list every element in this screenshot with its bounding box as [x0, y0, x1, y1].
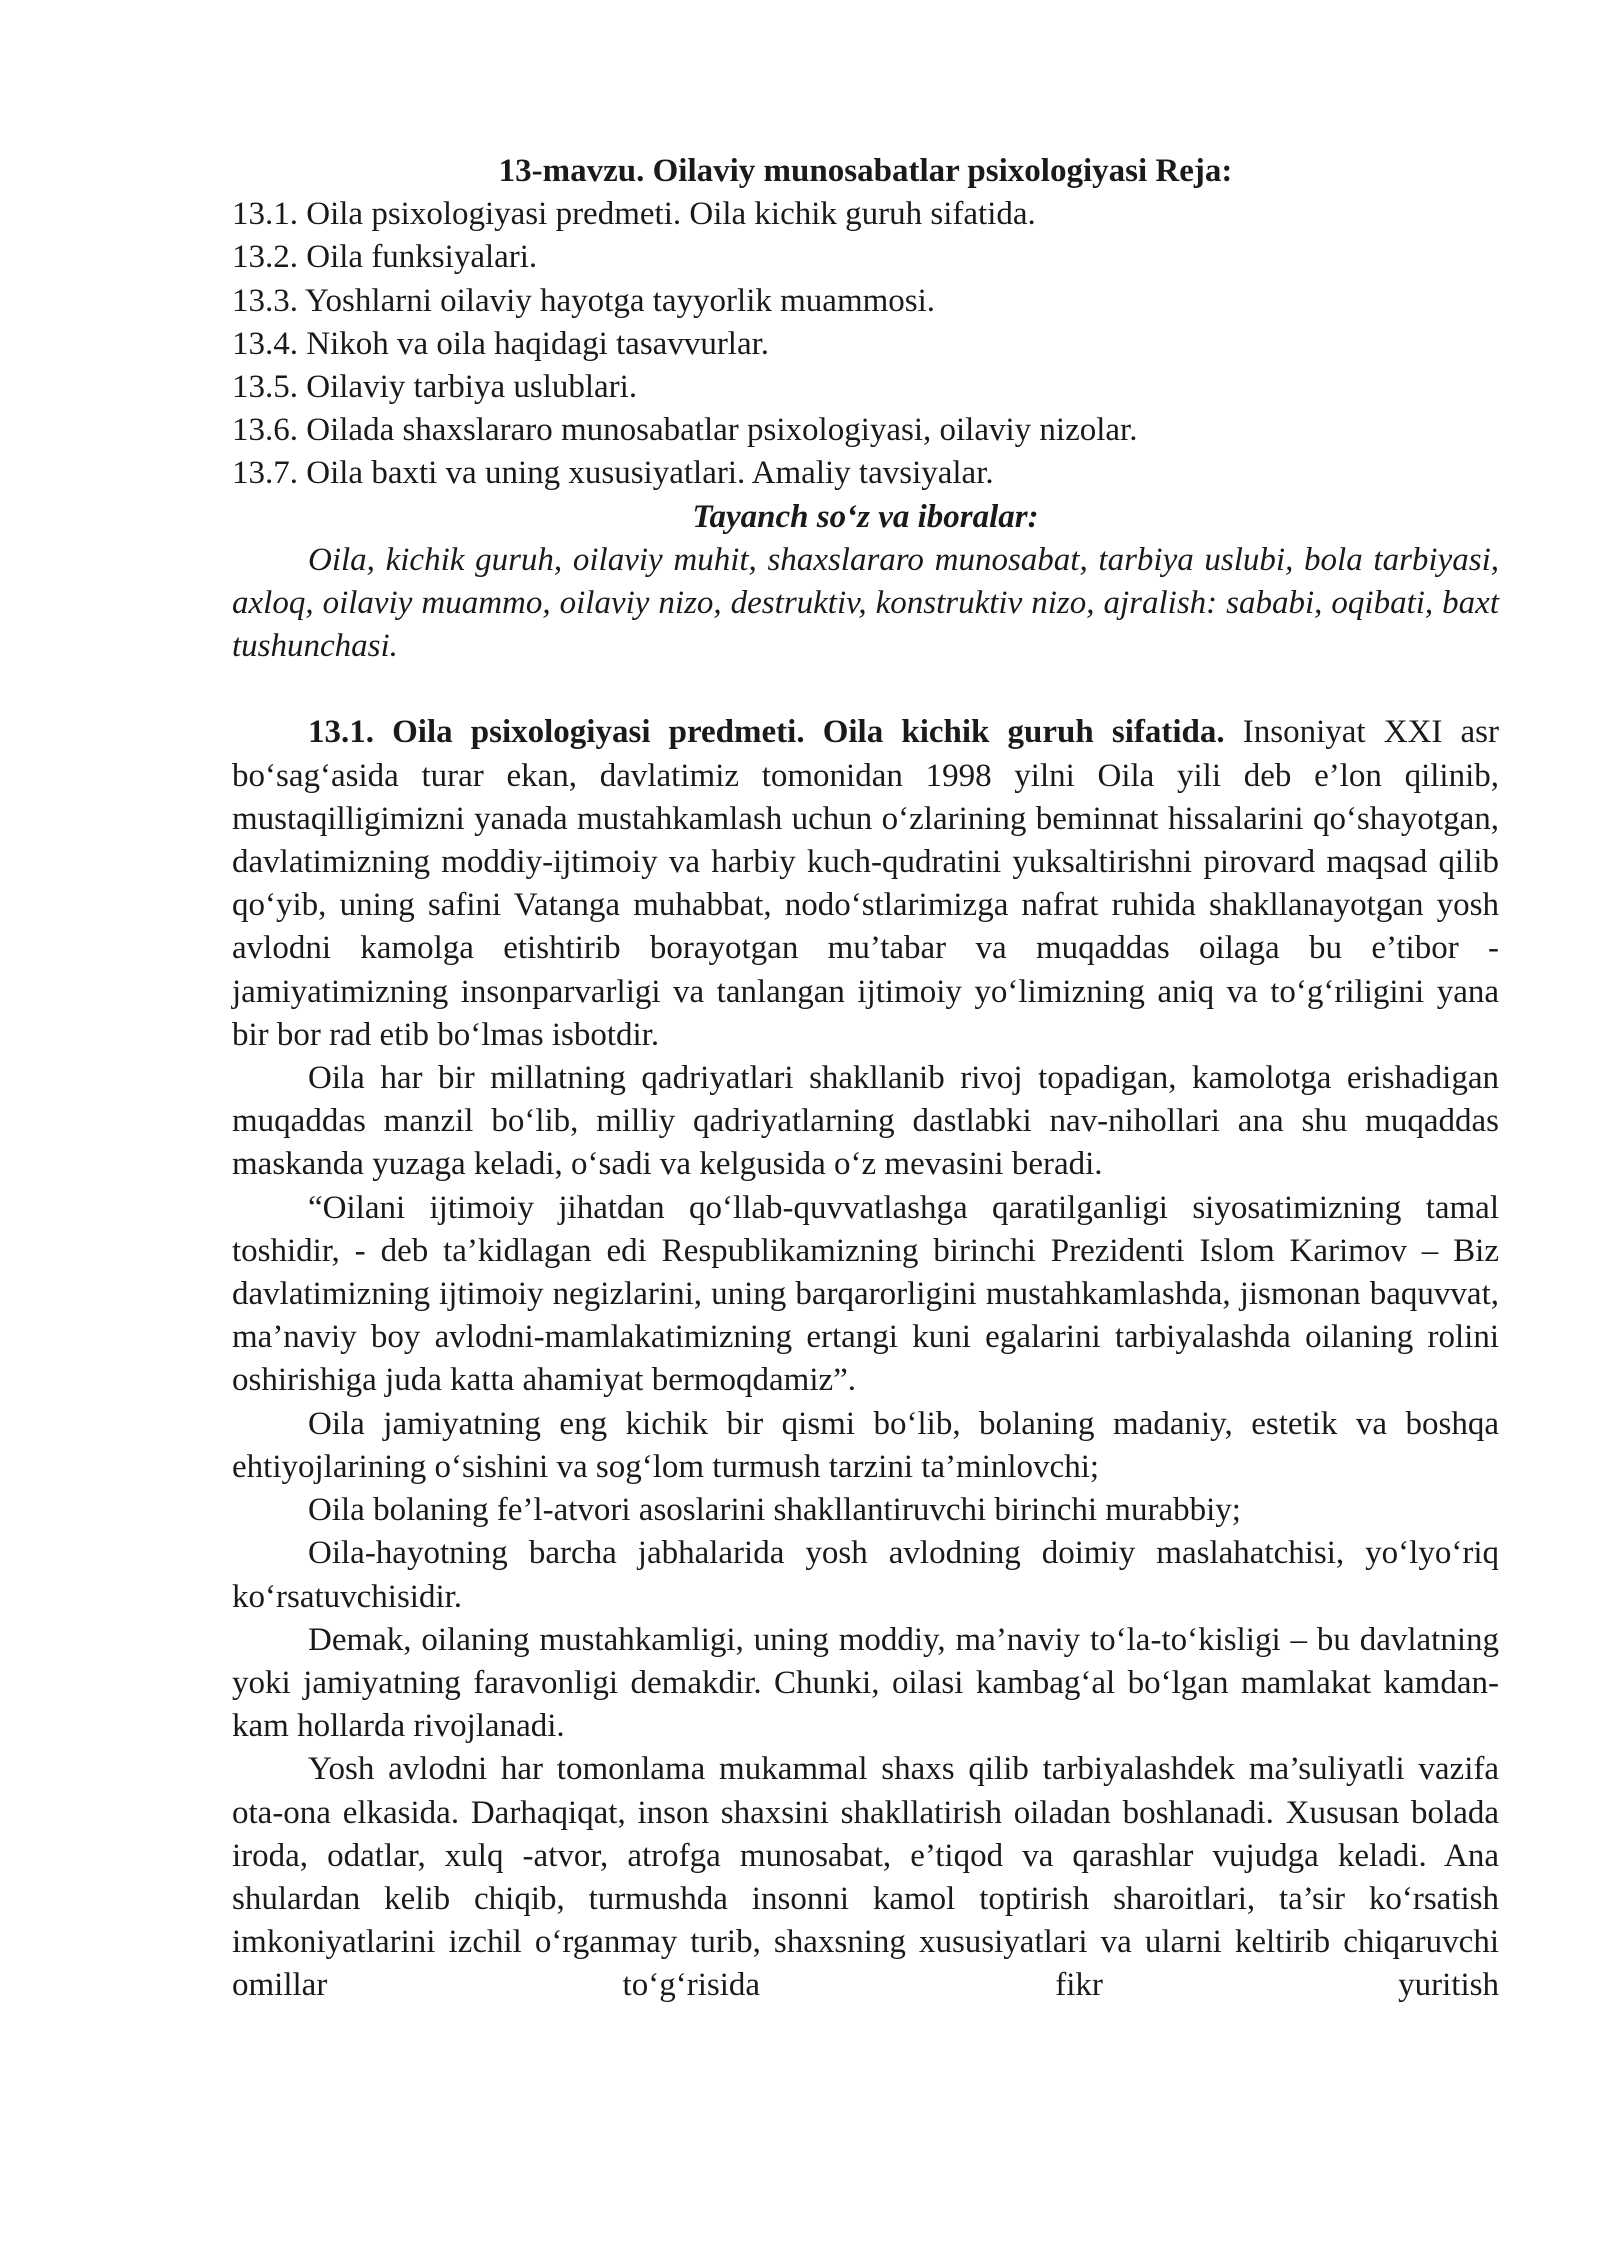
paragraph-5: Oila bolaning fe’l-atvori asoslarini shakllantiruvchi birinchi murabbiy; — [308, 1492, 1241, 1529]
plan-item-4: 13.4. Nikoh va oila haqidagi tasavvurlar. — [232, 325, 770, 362]
paragraph-2: Oila har bir millatning qadriyatlari shakllanib rivoj topadigan, kamolotga erishadigan muqaddas manzil bo‘lib, milliy qadriyatlarning dastlabki nav-nihollari ana shu muqaddas maskanda yuzaga keladi, o‘sadi va kelgusida o‘z mevasini beradi. — [232, 1060, 1499, 1183]
plan-item-5: 13.5. Oilaviy tarbiya uslublari. — [232, 369, 638, 406]
paragraph-3: “Oilani ijtimoiy jihatdan qo‘llab-quvvatlashga qaratilganligi siyosatimizning tamal toshidir, - deb ta’kidlagan edi Respublikamizning birinchi Prezidenti Islom Karimov – Biz davlatimizning ijtimoiy negizlarini, uning barqarorligini mustahkamlashda, jismonan baquvvat, ma’naviy boy avlodni-mamlakatimizning ertangi kuni egalarini tarbiyalashda oilaning rolini oshirishiga juda katta ahamiyat bermoqdamiz”. — [232, 1189, 1499, 1399]
paragraph-7: Demak, oilaning mustahkamligi, uning moddiy, ma’naviy to‘la-to‘kisligi – bu davlatning yoki jamiyatning faravonligi demakdir. Chunki, oilasi kambag‘al bo‘lgan mamlakat kamdan-kam hollarda rivojlanadi. — [232, 1621, 1499, 1745]
keywords-text: Oila, kichik guruh, oilaviy muhit, shaxslararo munosabat, tarbiya uslubi, bola tarbiyasi, axloq, oilaviy muammo, oilaviy nizo, destruktiv, konstruktiv nizo, ajralish: sababi, oqibati, baxt tushunchasi. — [232, 541, 1499, 665]
paragraph-6: Oila-hayotning barcha jabhalarida yosh avlodning doimiy maslahatchisi, yo‘lyo‘riq ko‘rsatuvchisidir. — [232, 1535, 1499, 1615]
paragraph-4: Oila jamiyatning eng kichik bir qismi bo‘lib, bolaning madaniy, estetik va boshqa ehtiyojlarining o‘sishini va sog‘lom turmush tarzini ta’minlovchi; — [232, 1405, 1499, 1485]
plan-list — [232, 193, 1499, 495]
section-heading: 13.1. Oila psixologiyasi predmeti. Oila kichik guruh sifatida. — [308, 714, 1225, 751]
plan-item-2: 13.2. Oila funksiyalari. — [232, 239, 538, 276]
plan-item-3: 13.3. Yoshlarni oilaviy hayotga tayyorlik muammosi. — [232, 282, 936, 319]
document-page — [232, 150, 1499, 2008]
paragraph-8: Yosh avlodni har tomonlama mukammal shaxs qilib tarbiyalashdek ma’suliyatli vazifa ota-ona elkasida. Darhaqiqat, inson shaxsini shakllatirish oiladan boshlanadi. Xususan bolada iroda, odatlar, xulq -atvor, atrofga munosabat, e’tiqod va qarashlar vujudga keladi. Ana shulardan kelib chiqib, turmushda insonni kamol toptirish sharoitlari, ta’sir ko‘rsatish imkoniyatlarini izchil o‘rganmay turib, shaxsning xususiyatlari va ularni keltirib chiqaruvchi omillar to‘g‘risida fikr yuritish — [232, 1751, 1499, 2004]
section-paragraph — [232, 711, 1499, 1057]
topic-title: 13-mavzu. Oilaviy munosabatlar psixologiyasi Reja: — [498, 153, 1233, 189]
plan-item-1: 13.1. Oila psixologiyasi predmeti. Oila kichik guruh sifatida. — [232, 196, 1036, 233]
paragraph-1-text: Insoniyat XXI asr bo‘sag‘asida turar ekan, davlatimiz tomonidan 1998 yilni Oila yili deb e’lon qilinib, mustaqilligimizni yanada mustahkamlash uchun o‘zlarining beminnat hissalarini qo‘shayotgan, davlatimizning moddiy-ijtimoiy va harbiy kuch-qudratini yuksaltirishni pirovard maqsad qilib qo‘yib, uning safini Vatanga muhabbat, nodo‘stlarimizga nafrat ruhida shakllanayotgan yosh avlodni kamolga etishtirib borayotgan mu’tabar va muqaddas oilaga bu e’tibor - jamiyatimizning insonparvarligi va tanlangan ijtimoiy yo‘limizning aniq va to‘g‘riligini yana bir bor rad etib bo‘lmas isbotdir. — [232, 714, 1499, 1053]
keywords-heading: Tayanch so‘z va iboralar: — [692, 498, 1039, 535]
plan-item-7: 13.7. Oila baxti va uning xususiyatlari. Amaliy tavsiyalar. — [232, 455, 994, 492]
plan-item-6: 13.6. Oilada shaxslararo munosabatlar psixologiyasi, oilaviy nizolar. — [232, 412, 1138, 449]
